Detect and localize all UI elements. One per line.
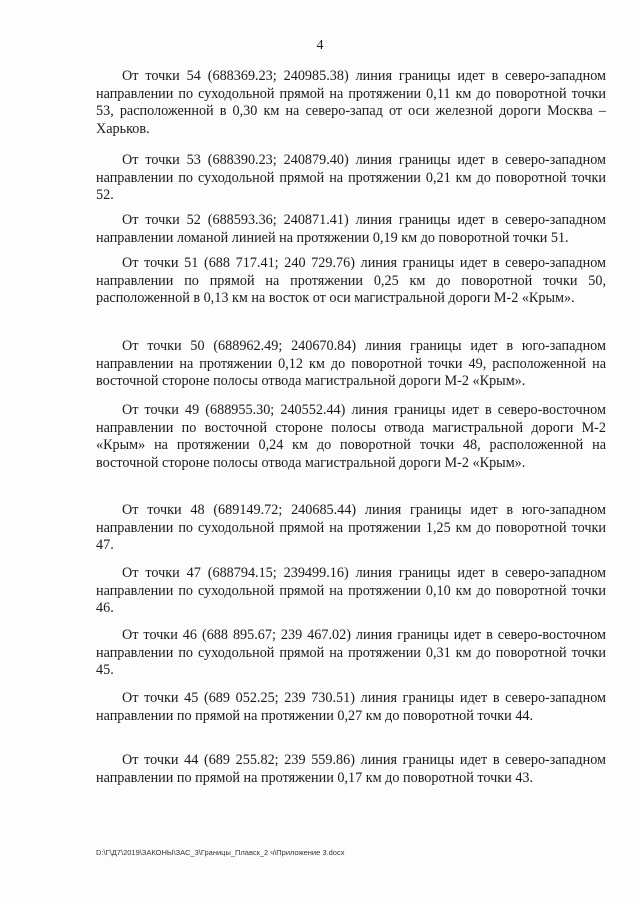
boundary-paragraph-point-46: От точки 46 (688 895.67; 239 467.02) линия границы идет в северо-восточном направлении по суходольной прямой на протяжении 0,31 км до поворотной точки 45. bbox=[96, 627, 606, 678]
boundary-paragraph-point-48: От точки 48 (689149.72; 240685.44) линия границы идет в юго-западном направлении по суходольной прямой на протяжении 1,25 км до поворотной точки 47. bbox=[96, 502, 606, 553]
boundary-paragraph-point-54: От точки 54 (688369.23; 240985.38) линия границы идет в северо-западном направлении по суходольной прямой на протяжении 0,11 км до поворотной точки 53, расположенной в 0,30 км на северо-запад от оси железной дороги Москва – Харьков. bbox=[96, 68, 606, 137]
page-number: 4 bbox=[316, 38, 324, 53]
boundary-paragraph-point-51: От точки 51 (688 717.41; 240 729.76) линия границы идет в северо-западном направлении по прямой на протяжении 0,25 км до поворотной точки 50, расположенной в 0,13 км на восток от оси магистральной дороги М-2 «Крым». bbox=[96, 255, 606, 306]
boundary-paragraph-point-44: От точки 44 (689 255.82; 239 559.86) линия границы идет в северо-западном направлении по прямой на протяжении 0,17 км до поворотной точки 43. bbox=[96, 752, 606, 786]
boundary-paragraph-point-50: От точки 50 (688962.49; 240670.84) линия границы идет в юго-западном направлении на протяжении 0,12 км до поворотной точки 49, расположенной на восточной стороне полосы отвода магистральной дороги М-2 «Крым». bbox=[96, 338, 606, 389]
boundary-paragraph-point-52: От точки 52 (688593.36; 240871.41) линия границы идет в северо-западном направлении ломаной линией на протяжении 0,19 км до поворотной точки 51. bbox=[96, 212, 606, 246]
boundary-paragraph-point-49: От точки 49 (688955.30; 240552.44) линия границы идет в северо-восточном направлении по восточной стороне полосы отвода магистральной дороги М-2 «Крым» на протяжении 0,24 км до поворотной точки 48, расположенной на восточной стороне полосы отвода магистральной дороги М-2 «Крым». bbox=[96, 402, 606, 471]
boundary-paragraph-point-47: От точки 47 (688794.15; 239499.16) линия границы идет в северо-западном направлении по суходольной прямой на протяжении 0,10 км до поворотной точки 46. bbox=[96, 565, 606, 616]
file-path-footer: D:\Г\Д7\2019\ЗАКОНЫ\ЗАС_3\Границы_Плавск_2 ч\Приложение 3.docx bbox=[96, 848, 345, 857]
boundary-paragraph-point-45: От точки 45 (689 052.25; 239 730.51) линия границы идет в северо-западном направлении по прямой на протяжении 0,27 км до поворотной точки 44. bbox=[96, 690, 606, 724]
boundary-paragraph-point-53: От точки 53 (688390.23; 240879.40) линия границы идет в северо-западном направлении по суходольной прямой на протяжении 0,21 км до поворотной точки 52. bbox=[96, 152, 606, 203]
